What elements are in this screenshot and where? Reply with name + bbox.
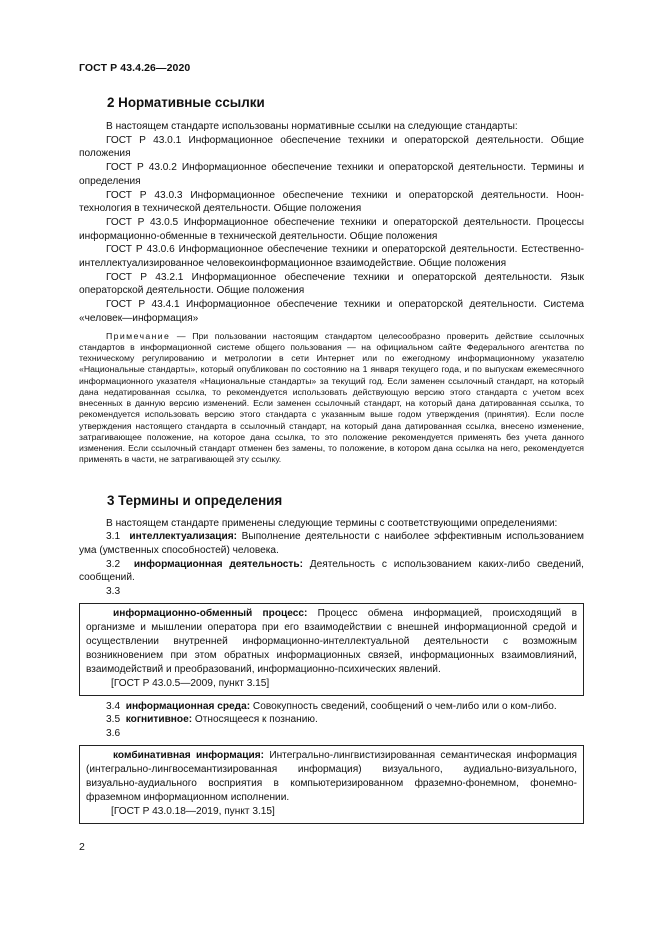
term-definition: Выполнение деятельности с наиболее эффективным использованием ума (умственных способностей) человека. [79,531,584,556]
term-3-3-box [79,603,584,696]
section-3-title: 3 Термины и определения [107,492,283,508]
term-3-6 [86,749,577,805]
section-3-intro: В настоящем стандарте применены следующие термины с соответствующими определениями: [106,517,558,529]
term-number: 3.4 [106,700,121,712]
term-definition: Деятельность с использованием каких-либо сведений, сообщений. [79,558,584,584]
term-definition: Интегрально-лингвистизированная семантическая информация (интегрально-лингвосемантизированная информация) визуального, аудиально-визуального, визуально-аудиального восприятия в компьютеризированном фраземно-фонемном, фонемно-фраземном информационном исполнении. [86,749,577,803]
note-label: Примечание [106,330,171,341]
ref-item: ГОСТ Р 43.0.3 Информационное обеспечение техники и операторской деятельности. Ноон-технология в технической деятельности. Общие положения [79,189,584,215]
page-number: 2 [79,841,85,853]
term-3-1 [79,530,584,557]
term-3-3 [86,607,577,677]
ref-item: ГОСТ Р 43.0.5 Информационное обеспечение техники и операторской деятельности. Процессы информационно-обменные в технической деятельности. Общие положения [79,216,584,242]
note-text: — При пользовании настоящим стандартом целесообразно проверить действие ссылочных стандартов в информационной системе общего пользования — на официальном сайте Федерального агентства по техническому регулированию и метрологии в сети Интернет или по ежегодному информационному указателю «Национальные стандарты», который опубликован по состоянию на 1 января текущего года, и по выпускам ежемесячного информационного указателя «Национальные стандарты» за текущий год. Если заменен ссылочный стандарт, на который дана недатированная ссылка, то рекомендуется использовать действующую версию этого стандарта с учетом всех внесенных в данную версию изменений. Если заменен ссылочный стандарт, на который дана датированная ссылка, то рекомендуется использовать версию этого стандарта с указанным выше годом утверждения (принятия). Если после утверждения настоящего стандарта в ссылочный стандарт, на который дана датированная ссылка, внесено изменение, затрагивающее положение, на которое дана ссылка, то это положение рекомендуется применять без учета данного изменения. Если ссылочный стандарт отменен без замены, то положение, в котором дана ссылка на него, рекомендуется применять в части, не затрагивающей эту ссылку. [79,330,584,465]
term-name: комбинативная информация: [113,749,264,761]
term-name: информационно-обменный процесс: [113,607,308,619]
ref-item: ГОСТ Р 43.2.1 Информационное обеспечение техники и операторской деятельности. Язык операторской деятельности. Общие положения [79,271,584,297]
term-name: когнитивное: [125,714,193,726]
term-definition: Относящееся к познанию. [192,714,318,726]
ref-item: ГОСТ Р 43.4.1 Информационное обеспечение техники и операторской деятельности. Система «человек—информация» [79,299,584,324]
term-3-5 [79,713,584,727]
ref-item: ГОСТ Р 43.0.2 Информационное обеспечение техники и операторской деятельности. Термины и определения [79,162,584,187]
term-name: информационная деятельность: [133,558,303,570]
term-3-4 [79,700,584,714]
document-code: ГОСТ Р 43.4.26—2020 [79,62,191,74]
term-source: [ГОСТ Р 43.0.18—2019, пункт 3.15] [111,805,275,817]
term-name: интеллектуализация: [129,531,238,543]
term-source: [ГОСТ Р 43.0.5—2009, пункт 3.15] [111,677,270,689]
term-3-2 [79,558,584,585]
term-definition: Совокупность сведений, сообщений о чем-либо или о ком-либо. [250,700,557,712]
term-definition: Процесс обмена информацией, происходящий в организме и мышлении оператора при его взаимодействии с внешней информационной средой и осуществлении внутренней информационно-интеллектуальной деятельности с возможным возникновением при этом обратных информационных связей, информационных взаимовлияний, взаимодействий и преобразований, информационно-психических явлений. [86,607,577,675]
term-3-3-number: 3.3 [106,586,121,598]
ref-item: ГОСТ Р 43.0.6 Информационное обеспечение техники и операторской деятельности. Естественно-интеллектуализированное человекоинформационное взаимодействие. Общие положения [79,244,584,270]
ref-item: ГОСТ Р 43.0.1 Информационное обеспечение техники и операторской деятельности. Общие положения [79,134,584,160]
page-content [79,94,584,824]
section-2-title: 2 Нормативные ссылки [107,95,265,110]
note-paragraph [79,331,584,466]
term-3-6-box [79,745,584,824]
term-number: 3.1 [106,531,121,543]
term-number: 3.2 [106,558,121,570]
term-name: информационная среда: [125,700,251,712]
section-2-intro: В настоящем стандарте использованы нормативные ссылки на следующие стандарты: [106,121,518,132]
term-number: 3.5 [106,714,121,726]
term-3-6-number: 3.6 [106,728,121,740]
